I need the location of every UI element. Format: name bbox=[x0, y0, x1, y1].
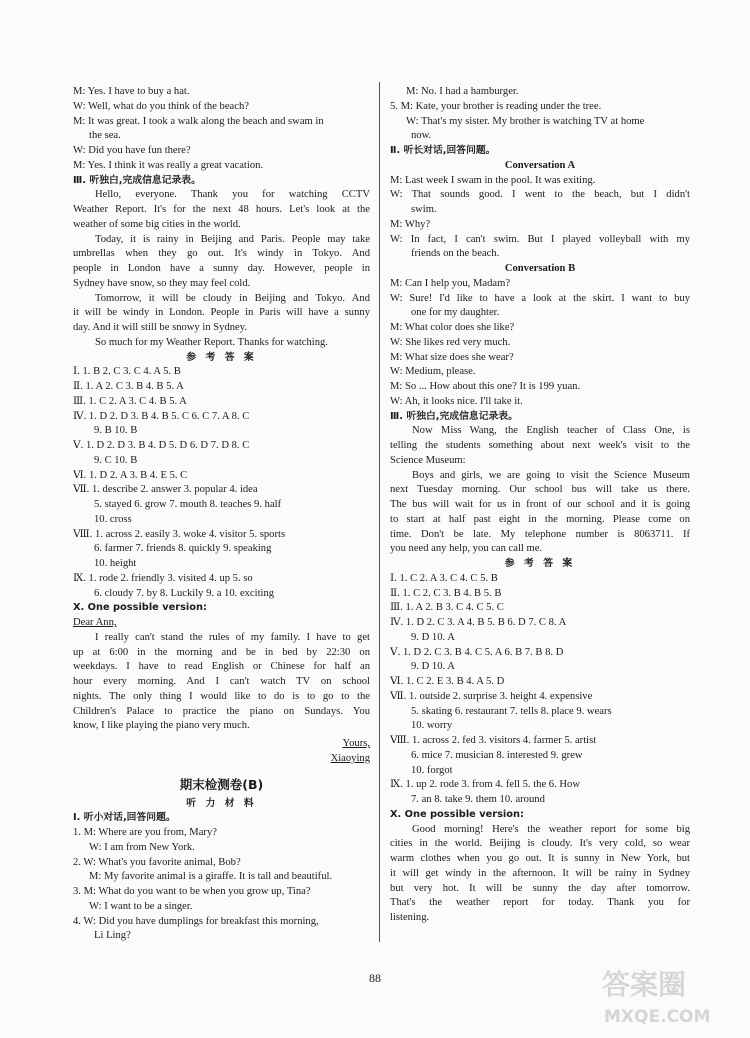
right-text-line: 6. mice 7. musician 8. interested 9. grew bbox=[411, 749, 583, 761]
right-text-line: W: Sure! I'd like to have a look at the skirt. I want to buy bbox=[390, 292, 690, 304]
right-text-line: 7. an 8. take 9. them 10. around bbox=[411, 794, 545, 805]
right-text-line: Ⅲ. 听独白,完成信息记录表。 bbox=[390, 410, 518, 422]
left-text-line: Yours, bbox=[342, 738, 370, 749]
right-text-line: Ⅱ. 听长对话,回答问题。 bbox=[390, 145, 496, 156]
right-text-line: one for my daughter. bbox=[411, 307, 500, 319]
left-text-line: know, I like playing the piano very much. bbox=[73, 720, 250, 732]
left-text-line: 6. cloudy 7. by 8. Luckily 9. a 10. exciting bbox=[94, 587, 275, 599]
right-text-line: Ⅶ. 1. outside 2. surprise 3. height 4. expensive bbox=[390, 690, 593, 702]
left-text-line: Ⅴ. 1. D 2. D 3. B 4. D 5. D 6. D 7. D 8. C bbox=[73, 440, 250, 451]
left-text-line: W: Did you have fun there? bbox=[73, 145, 191, 156]
right-text-line: Ⅵ. 1. C 2. E 3. B 4. A 5. D bbox=[390, 676, 505, 687]
left-text-line: the sea. bbox=[89, 130, 121, 142]
left-text-line: I really can't stand the rules of my family. I have to get bbox=[95, 631, 370, 643]
left-text-line: Children's Palace to practice the piano on Sundays. You bbox=[73, 705, 370, 717]
right-text-line: Science Museum: bbox=[390, 454, 466, 466]
left-text-line: Tomorrow, it will be cloudy in Beijing and Tokyo. And bbox=[95, 292, 370, 304]
left-text-line: Li Ling? bbox=[94, 930, 131, 942]
left-text-line: it will be windy in London. People in Paris will have a sunny bbox=[73, 307, 370, 319]
right-text-line: 9. D 10. A bbox=[411, 661, 455, 673]
left-text-line: Today, it is rainy in Beijing and Paris. People may take bbox=[95, 233, 370, 245]
right-text-line: M: What color does she like? bbox=[390, 322, 515, 333]
right-text-line: time. Don't be late. My telephone number is 8063711. If bbox=[390, 528, 690, 540]
left-text-line: 5. stayed 6. grow 7. mouth 8. teaches 9. half bbox=[94, 499, 282, 510]
right-text-line: 参 考 答 案 bbox=[504, 558, 576, 569]
left-text-line: So much for my Weather Report. Thanks for watching. bbox=[95, 336, 328, 348]
left-text-line: Ⅷ. 1. across 2. easily 3. woke 4. visitor 5. sports bbox=[73, 528, 286, 540]
right-text-line: The bus will wait for us in front of our school and it is going bbox=[390, 499, 690, 510]
left-text-line: 1. M: Where are you from, Mary? bbox=[73, 827, 217, 838]
right-text-line: Ⅰ. 1. C 2. A 3. C 4. C 5. B bbox=[390, 572, 498, 584]
left-text-line: weekdays. I have to read English or Chinese for half an bbox=[73, 661, 370, 673]
right-text-line: W: That's my sister. My brother is watching TV at home bbox=[406, 115, 645, 127]
left-text-line: M: Yes. I think it was really a great vacation. bbox=[73, 159, 264, 171]
left-text-line: Weather Report. It's for the next 48 hours. Let's look at the bbox=[73, 204, 370, 215]
right-text-line: Ⅹ. One possible version: bbox=[390, 808, 524, 820]
left-text-line: Ⅲ. 1. C 2. A 3. C 4. B 5. A bbox=[73, 395, 187, 407]
left-text-line: 期末检测卷(B) bbox=[179, 776, 264, 792]
left-text-line: Dear Ann, bbox=[73, 617, 117, 628]
right-text-line: Now Miss Wang, the English teacher of Class One, is bbox=[412, 425, 690, 437]
right-text-line: M: Why? bbox=[390, 218, 431, 230]
left-text-line: 9. B 10. B bbox=[94, 425, 138, 437]
left-text-line: 9. C 10. B bbox=[94, 454, 138, 466]
left-text-line: up at 6:00 in the morning and be in bed by 22:30 on bbox=[73, 646, 370, 658]
left-text-line: umbrellas when they go out. It's windy in Tokyo. And bbox=[73, 248, 370, 260]
left-text-line: Ⅱ. 1. A 2. C 3. B 4. B 5. A bbox=[73, 381, 184, 392]
right-text-line: Ⅱ. 1. C 2. C 3. B 4. B 5. B bbox=[390, 587, 502, 599]
left-text-line: W: I want to be a singer. bbox=[89, 900, 193, 912]
left-text-line: 参 考 答 案 bbox=[186, 351, 257, 363]
left-text-line: Ⅶ. 1. describe 2. answer 3. popular 4. idea bbox=[73, 484, 258, 496]
right-text-line: W: In fact, I can't swim. But I played volleyball with my bbox=[390, 233, 690, 245]
right-text-line: you need any help, you can call me. bbox=[390, 543, 543, 555]
right-text-line: Ⅳ. 1. D 2. C 3. A 4. B 5. B 6. D 7. C 8. A bbox=[390, 617, 567, 628]
left-text-line: 4. W: Did you have dumplings for breakfast this morning, bbox=[73, 915, 319, 927]
left-text-line: Ⅲ. 听独白,完成信息记录表。 bbox=[73, 174, 201, 186]
right-text-line: to start at half past eight in the morning. Please come on bbox=[390, 513, 690, 525]
right-text-line: now. bbox=[411, 130, 432, 142]
left-text-line: Ⅹ. One possible version: bbox=[73, 602, 207, 614]
right-text-line: Ⅷ. 1. across 2. fed 3. visitors 4. farmer 5. artist bbox=[390, 735, 597, 746]
left-text-line: 2. W: What's you favorite animal, Bob? bbox=[73, 856, 241, 868]
left-text-line: 10. cross bbox=[94, 513, 132, 525]
right-text-line: M: Last week I swam in the pool. It was exiting. bbox=[390, 174, 596, 186]
right-text-line: friends on the beach. bbox=[411, 248, 500, 260]
left-text-line: 6. farmer 7. friends 8. quickly 9. speaking bbox=[94, 543, 272, 555]
right-text-line: swim. bbox=[411, 204, 437, 215]
left-text-line: Sydney have snow, so they may feel cold. bbox=[73, 277, 251, 289]
left-text-line: nights. The only thing I would like to do is to go to the bbox=[73, 690, 370, 702]
right-text-line: Ⅴ. 1. D 2. C 3. B 4. C 5. A 6. B 7. B 8. D bbox=[390, 646, 564, 658]
left-text-line: Hello, everyone. Thank you for watching CCTV bbox=[95, 189, 370, 201]
left-text-line: W: I am from New York. bbox=[89, 841, 195, 853]
right-text-line: 10. worry bbox=[411, 720, 453, 732]
right-text-line: W: Ah, it looks nice. I'll take it. bbox=[390, 395, 523, 407]
left-text-line: 听 力 材 料 bbox=[186, 797, 257, 809]
right-text-line: M: What size does she wear? bbox=[390, 351, 514, 363]
left-text-line: hour every morning. And I can't watch TV on school bbox=[73, 676, 370, 687]
right-text-line: W: Medium, please. bbox=[390, 366, 476, 378]
right-text-line: listening. bbox=[390, 912, 430, 923]
right-text-line: Conversation A bbox=[504, 159, 576, 171]
right-text-line: Ⅸ. 1. up 2. rode 3. from 4. fell 5. the 6. How bbox=[390, 779, 580, 791]
right-text-line: next Tuesday morning. Our school bus will take us there. bbox=[390, 484, 690, 496]
right-text-line: M: So ... How about this one? It is 199 yuan. bbox=[390, 381, 581, 392]
right-text-line: M: No. I had a hamburger. bbox=[406, 86, 519, 97]
page-number: 88 bbox=[369, 971, 381, 985]
right-text-line: W: She likes red very much. bbox=[390, 336, 511, 348]
right-text-line: Conversation B bbox=[504, 263, 576, 274]
left-text-line: 3. M: What do you want to be when you grow up, Tina? bbox=[73, 886, 311, 897]
right-text-line: Good morning! Here's the weather report for some big bbox=[412, 823, 690, 835]
svg-text:MXQE.COM: MXQE.COM bbox=[604, 1007, 711, 1027]
left-text-line: Ⅵ. 1. D 2. A 3. B 4. E 5. C bbox=[73, 469, 188, 481]
right-text-line: telling the students something about next week's visit to the bbox=[390, 440, 690, 451]
right-text-line: it will get windy in the afternoon. It will be rainy in Sydney bbox=[390, 867, 690, 879]
right-text-line: Ⅲ. 1. A 2. B 3. C 4. C 5. C bbox=[390, 602, 504, 614]
left-text-line: Ⅰ. 1. B 2. C 3. C 4. A 5. B bbox=[73, 366, 181, 378]
left-text-line: 10. height bbox=[94, 558, 137, 569]
left-text-line: Ⅸ. 1. rode 2. friendly 3. visited 4. up 5. so bbox=[73, 572, 253, 584]
right-text-line: cities in the world. Beijing is cloudy. It's very cold, so wear bbox=[390, 838, 690, 850]
right-text-line: That's the weather report for today. Thank you for bbox=[390, 897, 690, 909]
column-divider bbox=[379, 82, 380, 942]
left-text-line: W: Well, what do you think of the beach? bbox=[73, 100, 249, 112]
left-text-line: people in London have a sunny day. However, people in bbox=[73, 263, 370, 274]
left-column bbox=[73, 85, 370, 944]
right-text-line: but very hot. It will be sunny the day after tomorrow. bbox=[390, 882, 690, 894]
left-text-line: Ⅳ. 1. D 2. D 3. B 4. B 5. C 6. C 7. A 8. C bbox=[73, 410, 250, 422]
right-text-line: W: That sounds good. I went to the beach, but I didn't bbox=[390, 189, 690, 201]
watermark-logo bbox=[594, 960, 744, 1030]
right-text-line: 5. skating 6. restaurant 7. tells 8. place 9. wears bbox=[411, 705, 612, 717]
right-text-line: Boys and girls, we are going to visit the Science Museum bbox=[412, 469, 690, 481]
right-column bbox=[390, 85, 690, 926]
left-text-line: M: It was great. I took a walk along the beach and swam in bbox=[73, 115, 324, 127]
right-text-line: 9. D 10. A bbox=[411, 631, 455, 643]
left-text-line: M: My favorite animal is a giraffe. It is tall and beautiful. bbox=[89, 871, 333, 883]
left-text-line: Ⅰ. 听小对话,回答问题。 bbox=[73, 812, 176, 824]
right-text-line: warm clothes when you go out. It is sunny in New York, but bbox=[390, 853, 690, 864]
left-text-line: weather of some big cities in the world. bbox=[73, 218, 241, 230]
left-text-line: day. And it will still be snowy in Sydney. bbox=[73, 322, 248, 333]
left-text-line: M: Yes. I have to buy a hat. bbox=[73, 86, 190, 97]
right-text-line: 10. forgot bbox=[411, 764, 453, 776]
left-text-line: Xiaoying bbox=[330, 752, 370, 764]
right-text-line: 5. M: Kate, your brother is reading under the tree. bbox=[390, 100, 602, 112]
right-text-line: M: Can I help you, Madam? bbox=[390, 277, 511, 289]
svg-text:答案圈: 答案圈 bbox=[602, 968, 687, 1001]
